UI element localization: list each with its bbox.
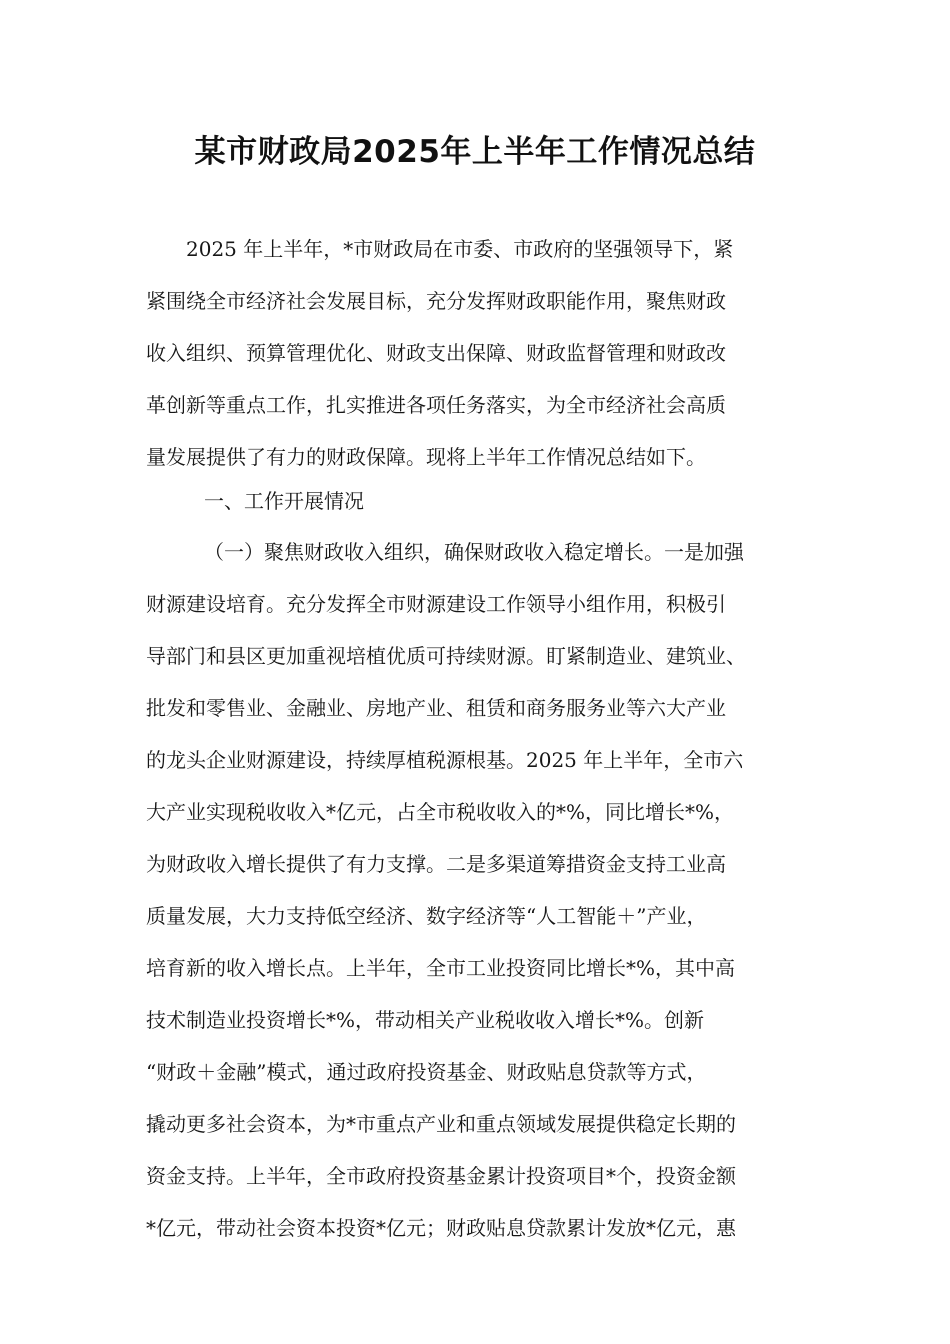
paragraph-line: *亿元，带动社会资本投资*亿元；财政贴息贷款累计发放*亿元，惠 — [146, 1216, 736, 1240]
paragraph-line: “财政＋金融”模式，通过政府投资基金、财政贴息贷款等方式， — [146, 1060, 707, 1084]
paragraph-line: 财源建设培育。充分发挥全市财源建设工作领导小组作用，积极引 — [146, 592, 726, 616]
paragraph-line: 收入组织、预算管理优化、财政支出保障、财政监督管理和财政改 — [146, 341, 726, 365]
paragraph-line: 培育新的收入增长点。上半年，全市工业投资同比增长*%，其中高 — [146, 956, 736, 980]
paragraph-line: 资金支持。上半年，全市政府投资基金累计投资项目*个，投资金额 — [146, 1164, 736, 1188]
paragraph-line: 批发和零售业、金融业、房地产业、租赁和商务服务业等六大产业 — [146, 696, 726, 720]
paragraph-line: 技术制造业投资增长*%，带动相关产业税收收入增长*%。创新 — [146, 1008, 705, 1032]
paragraph-line: （一）聚焦财政收入组织，确保财政收入稳定增长。一是加强 — [204, 540, 744, 564]
document-title: 某市财政局2025年上半年工作情况总结 — [194, 134, 756, 170]
section-heading — [146, 475, 826, 527]
paragraph-line: 2025 年上半年，*市财政局在市委、市政府的坚强领导下，紧 — [186, 237, 734, 261]
paragraph-line: 质量发展，大力支持低空经济、数字经济等“人工智能＋”产业， — [146, 904, 707, 928]
paragraph-line: 革创新等重点工作，扎实推进各项任务落实，为全市经济社会高质 — [146, 393, 726, 417]
paragraph-line: 导部门和县区更加重视培植优质可持续财源。盯紧制造业、建筑业、 — [146, 644, 746, 668]
paragraph-line: 大产业实现税收收入*亿元，占全市税收收入的*%，同比增长*%， — [146, 800, 735, 824]
paragraph-line: 量发展提供了有力的财政保障。现将上半年工作情况总结如下。 — [146, 445, 706, 469]
paragraph-line: 紧围绕全市经济社会发展目标，充分发挥财政职能作用，聚焦财政 — [146, 289, 726, 313]
paragraph-line: 为财政收入增长提供了有力支撑。二是多渠道筹措资金支持工业高 — [146, 852, 726, 876]
intro-paragraph — [146, 223, 826, 483]
section-heading-text: 一、工作开展情况 — [204, 489, 364, 513]
paragraph-line: 的龙头企业财源建设，持续厚植税源根基。2025 年上半年，全市六 — [146, 748, 744, 772]
section-one-paragraph — [146, 526, 826, 1254]
paragraph-line: 撬动更多社会资本，为*市重点产业和重点领域发展提供稳定长期的 — [146, 1112, 736, 1136]
